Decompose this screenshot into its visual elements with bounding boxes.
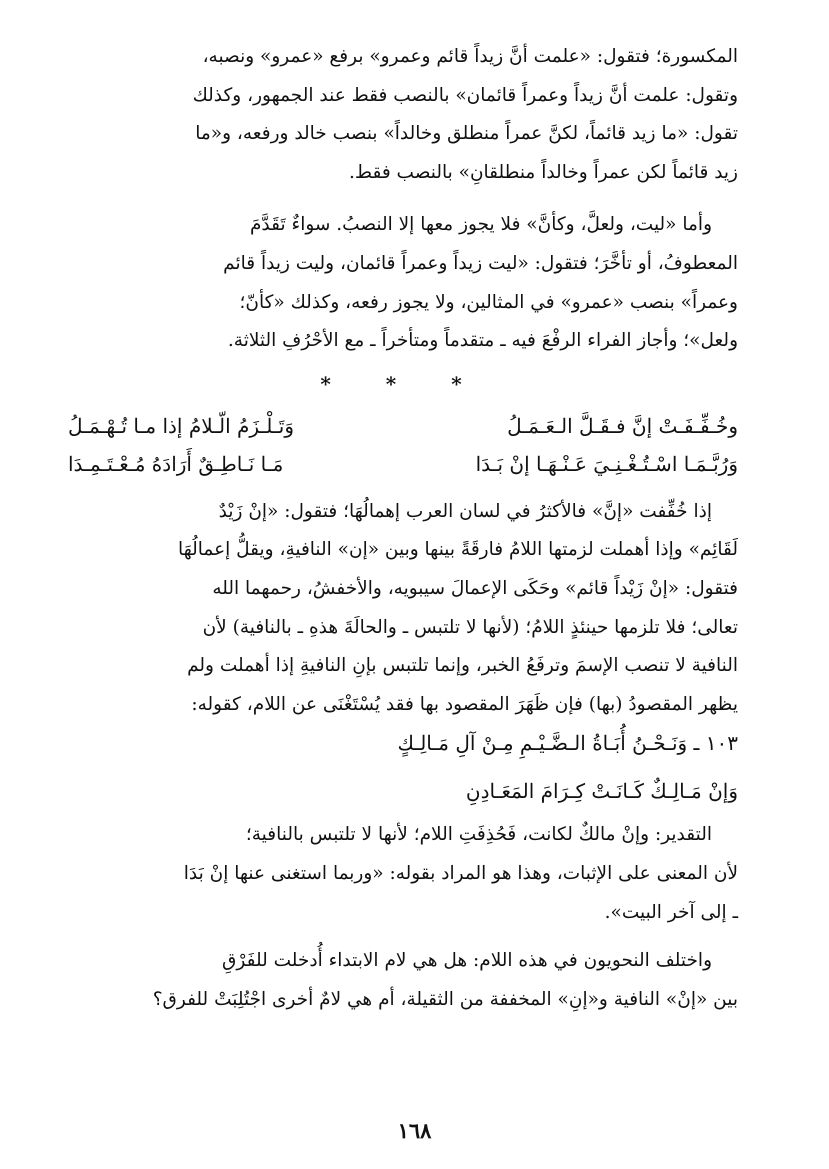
text-line: تقول: «ما زيد قائماً، لكنَّ عمراً منطلق وخالداً» بنصب خالد ورفعه، و«ما bbox=[195, 123, 738, 145]
poem-line-1: ١٠٣ ـ وَنَـحْـنُ أُبَـاةُ الـضَّـيْـمِ مِـنْ آلِ مَـالِـكٍ bbox=[397, 731, 738, 756]
verse-2-first-hemistich: وَرُبَّـمَـا اسْـتُـغْـنِـيَ عَـنْـهَـا إنْ بَـدَا bbox=[475, 451, 738, 476]
text-line: النافية لا تنصب الإسمَ وترفَعُ الخبر، وإنما تلتبس بإنِ النافيةِ إذا أهملت ولم bbox=[187, 655, 738, 677]
verse-1-second-hemistich: وَتَـلْـزَمُ الّـلامُ إذا مـا تُـهْـمَـلُ bbox=[68, 413, 294, 438]
text-line: فتقول: «إنْ زَيْداً قائم» وحَكَى الإعمالَ سيبويه، والأخفشُ، رحمهما الله bbox=[212, 577, 738, 599]
verse-1 bbox=[68, 407, 738, 445]
verse-2 bbox=[68, 445, 738, 483]
paragraph-1 bbox=[68, 38, 738, 192]
page-number: ١٦٨ bbox=[397, 1118, 432, 1143]
text-line: المكسورة؛ فتقول: «علمت أنَّ زيداً قائم وعمرو» برفع «عمرو» ونصبه، bbox=[202, 46, 738, 67]
book-page bbox=[68, 38, 738, 1019]
paragraph-3 bbox=[68, 493, 738, 725]
verse-1-first-hemistich: وخُـفِّـفَـتْ إنَّ فـقَـلَّ الـعَـمَـلُ bbox=[507, 413, 738, 438]
text-line: لَقَائِم» وإذا أهملت لزمتها اللامُ فارقَةً بينها وبين «إن» النافيةِ، ويقلُّ إعمالُهَا bbox=[177, 539, 738, 561]
section-separator: * * * bbox=[320, 371, 486, 396]
text-line: وتقول: علمت أنَّ زيداً وعمراً قائمان» بالنصب فقط عند الجمهور، وكذلك bbox=[192, 84, 738, 106]
paragraph-2 bbox=[68, 206, 738, 360]
text-line: إذا خُفِّفت «إنَّ» فالأكثرُ في لسان العرب إهمالُهَا؛ فتقول: «إنْ زَيْدٌ bbox=[218, 500, 712, 522]
text-line: ولعل»؛ وأجاز الفراء الرفْعَ فيه ـ متقدماً ومتأخراً ـ مع الأحْرُفِ الثلاثة. bbox=[227, 330, 738, 352]
text-line: يظهر المقصودُ (بها) فإن ظَهَرَ المقصود بها فقد يُسْتَغْنَى عن اللام، كقوله: bbox=[191, 693, 738, 715]
poem-line-2: وَإنْ مَـالِـكٌ كَـانَـتْ كِـرَامَ المَعَـادِنِ bbox=[465, 779, 738, 804]
paragraph-5 bbox=[68, 942, 738, 1019]
text-line: وعمراً» بنصب «عمرو» في المثالين، ولا يجوز رفعه، وكذلك «كأنّ؛ bbox=[239, 291, 738, 313]
text-line: واختلف النحويون في هذه اللام: هل هي لام الابتداء أُدخلت للفَرْقِ bbox=[222, 950, 712, 972]
text-line: التقدير: وإنْ مالكٌ لكانت، فَحُذِفَتِ اللام؛ لأنها لا تلتبس بالنافية؛ bbox=[245, 824, 712, 846]
text-line: تعالى؛ فلا تلزمها حينئذٍ اللامُ؛ (لأنها لا تلتبس ـ والحالَةَ هذهِ ـ بالنافية) لأن bbox=[202, 616, 738, 638]
text-line: وأما «ليت، ولعلَّ، وكأنَّ» فلا يجوز معها إلا النصبُ. سواءٌ تَقَدَّمَ bbox=[249, 214, 712, 236]
verse-2-second-hemistich: مَـا نَـاطِـقٌ أَرَادَهُ مُـعْـتَـمِـدَا bbox=[68, 451, 284, 476]
text-line: ـ إلى آخر البيت». bbox=[604, 901, 738, 923]
text-line: لأن المعنى على الإثبات، وهذا هو المراد بقوله: «وربما استغنى عنها إنْ بَدَا bbox=[183, 862, 738, 884]
paragraph-4 bbox=[68, 816, 738, 932]
text-line: زيد قائماً لكن عمراً وخالداً منطلقانِ» بالنصب فقط. bbox=[349, 161, 738, 183]
text-line: المعطوفُ، أو تأخَّرَ؛ فتقول: «ليت زيداً وعمراً قائمان، وليت زيداً قائم bbox=[223, 252, 738, 274]
text-line: بين «إنْ» النافية و«إنِ» المخففة من الثقيلة، أم هي لامٌ أخرى اجْتُلِبَتْ للفرق؟ bbox=[152, 988, 738, 1010]
